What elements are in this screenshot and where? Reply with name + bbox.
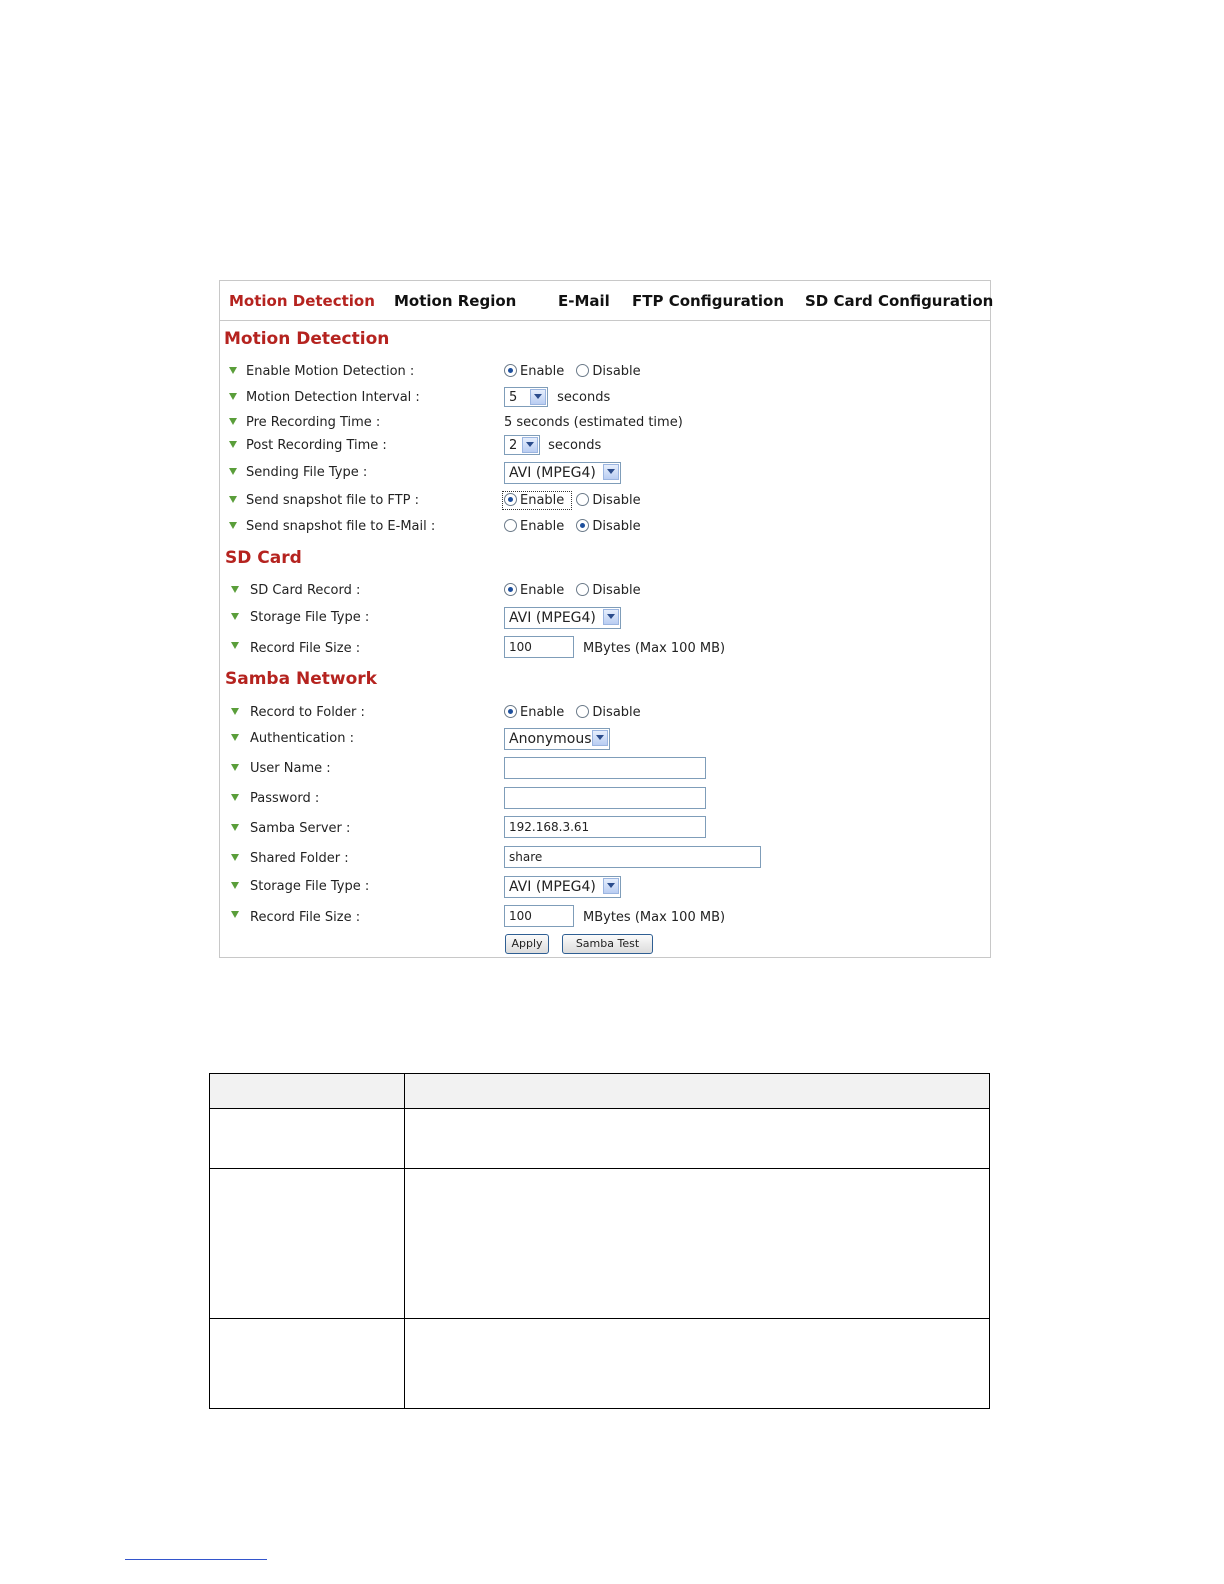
bullet-icon (229, 393, 237, 400)
samba-disable-radio[interactable]: Disable (576, 705, 646, 720)
radio-unselected-icon (504, 519, 517, 532)
row-record-to-folder (220, 702, 990, 724)
post-recording-time-label: Post Recording Time : (246, 438, 387, 453)
radio-selected-icon (504, 364, 517, 377)
motion-enable-radio[interactable]: Enable (504, 364, 570, 379)
description-table (209, 1073, 990, 1409)
motion-detection-interval-control (504, 387, 610, 409)
password-input[interactable] (504, 787, 706, 809)
sd-storage-file-type-select[interactable]: AVI (MPEG4) (504, 607, 621, 629)
bullet-icon (229, 441, 237, 448)
bullet-icon (229, 468, 237, 475)
record-to-folder-radios (504, 705, 649, 727)
interval-unit: seconds (557, 389, 611, 405)
authentication-control (504, 728, 610, 750)
sending-file-type-label: Sending File Type : (246, 465, 368, 480)
section-title-samba-network: Samba Network (225, 669, 377, 689)
motion-disable-radio[interactable]: Disable (576, 364, 646, 379)
sd-record-file-size-unit: MBytes (Max 100 MB) (583, 641, 726, 656)
tab-ftp-configuration[interactable]: FTP Configuration (632, 292, 785, 310)
tab-motion-region[interactable]: Motion Region (394, 292, 517, 310)
post-recording-time-control (504, 435, 601, 457)
samba-storage-file-type-control (504, 876, 621, 898)
motion-detection-interval-label: Motion Detection Interval : (246, 390, 420, 405)
row-sd-storage-file-type (220, 607, 990, 629)
samba-test-button[interactable]: Samba Test (562, 934, 653, 954)
table-cell (405, 1109, 990, 1169)
send-snapshot-email-radios (504, 519, 649, 541)
sd-record-file-size-label: Record File Size : (250, 641, 361, 656)
radio-unselected-icon (576, 583, 589, 596)
radio-unselected-icon (576, 493, 589, 506)
interval-select[interactable]: 5 (504, 387, 548, 407)
record-to-folder-label: Record to Folder : (250, 705, 365, 720)
bullet-icon (229, 496, 237, 503)
row-send-snapshot-email (220, 516, 990, 538)
chevron-down-icon (522, 437, 538, 453)
samba-storage-file-type-label: Storage File Type : (250, 879, 370, 894)
bullet-icon (231, 911, 239, 918)
sending-file-type-select[interactable]: AVI (MPEG4) (504, 462, 621, 484)
tab-sd-card-configuration[interactable]: SD Card Configuration (805, 292, 994, 310)
sd-card-record-label: SD Card Record : (250, 583, 361, 598)
samba-server-input[interactable] (504, 816, 706, 838)
ftp-enable-radio[interactable]: Enable (504, 493, 570, 508)
row-sending-file-type (220, 462, 990, 484)
tab-motion-detection[interactable]: Motion Detection (229, 292, 375, 310)
bullet-icon (231, 708, 239, 715)
row-post-recording-time (220, 435, 990, 457)
bullet-icon (231, 642, 239, 649)
chevron-down-icon (603, 609, 619, 625)
samba-record-file-size-label: Record File Size : (250, 910, 361, 925)
enable-motion-detection-label: Enable Motion Detection : (246, 364, 415, 379)
chevron-down-icon (530, 389, 546, 405)
row-authentication (220, 728, 990, 750)
pre-recording-time-value: 5 seconds (estimated time) (504, 415, 683, 430)
send-snapshot-ftp-radios (504, 493, 649, 515)
radio-unselected-icon (576, 364, 589, 377)
shared-folder-input[interactable] (504, 846, 761, 868)
bullet-icon (231, 734, 239, 741)
user-name-label: User Name : (250, 761, 331, 776)
table-header-cell (210, 1074, 405, 1109)
bullet-icon (231, 586, 239, 593)
tab-email[interactable]: E-Mail (558, 292, 610, 310)
row-sd-card-record (220, 580, 990, 602)
authentication-label: Authentication : (250, 731, 354, 746)
enable-motion-detection-radios (504, 364, 649, 386)
table-cell (210, 1109, 405, 1169)
footnote-divider (125, 1559, 267, 1560)
samba-storage-file-type-select[interactable]: AVI (MPEG4) (504, 876, 621, 898)
email-enable-radio[interactable]: Enable (504, 519, 570, 534)
sd-record-file-size-input[interactable] (504, 636, 574, 658)
email-disable-radio[interactable]: Disable (576, 519, 646, 534)
section-title-motion-detection: Motion Detection (224, 329, 390, 349)
table-cell (405, 1169, 990, 1319)
row-motion-detection-interval (220, 387, 990, 409)
radio-selected-icon (504, 583, 517, 596)
sending-file-type-control (504, 462, 621, 484)
radio-selected-icon (504, 705, 517, 718)
send-snapshot-email-label: Send snapshot file to E-Mail : (246, 519, 436, 534)
user-name-input[interactable] (504, 757, 706, 779)
chevron-down-icon (603, 878, 619, 894)
row-enable-motion-detection (220, 361, 990, 383)
radio-unselected-icon (576, 705, 589, 718)
post-recording-select[interactable]: 2 (504, 435, 540, 455)
section-title-sd-card: SD Card (225, 548, 302, 568)
row-send-snapshot-ftp (220, 490, 990, 512)
send-snapshot-ftp-label: Send snapshot file to FTP : (246, 493, 419, 508)
table-cell (210, 1319, 405, 1409)
sd-card-record-radios (504, 583, 649, 605)
bullet-icon (229, 522, 237, 529)
password-label: Password : (250, 791, 320, 806)
sd-record-disable-radio[interactable]: Disable (576, 583, 646, 598)
authentication-select[interactable]: Anonymous (504, 728, 610, 750)
samba-server-label: Samba Server : (250, 821, 351, 836)
bullet-icon (231, 764, 239, 771)
post-recording-unit: seconds (548, 437, 602, 453)
settings-panel (219, 280, 994, 958)
bullet-icon (231, 824, 239, 831)
tab-bar (220, 281, 994, 321)
chevron-down-icon (603, 464, 619, 480)
row-pre-recording-time (220, 412, 990, 434)
pre-recording-time-label: Pre Recording Time : (246, 415, 381, 430)
ftp-disable-radio[interactable]: Disable (576, 493, 646, 508)
samba-record-file-size-unit: MBytes (Max 100 MB) (583, 910, 726, 925)
samba-enable-radio[interactable]: Enable (504, 705, 570, 720)
row-samba-storage-file-type (220, 876, 990, 898)
table-cell (405, 1319, 990, 1409)
bullet-icon (231, 854, 239, 861)
apply-button[interactable]: Apply (505, 934, 549, 954)
bullet-icon (231, 613, 239, 620)
sd-record-enable-radio[interactable]: Enable (504, 583, 570, 598)
radio-selected-icon (576, 519, 589, 532)
sd-storage-file-type-control (504, 607, 621, 629)
bullet-icon (229, 367, 237, 374)
shared-folder-label: Shared Folder : (250, 851, 349, 866)
table-header-cell (405, 1074, 990, 1109)
sd-storage-file-type-label: Storage File Type : (250, 610, 370, 625)
samba-record-file-size-input[interactable] (504, 905, 574, 927)
chevron-down-icon (592, 730, 608, 746)
bullet-icon (231, 794, 239, 801)
table-cell (210, 1169, 405, 1319)
radio-selected-icon (504, 493, 517, 506)
bullet-icon (229, 418, 237, 425)
bullet-icon (231, 882, 239, 889)
